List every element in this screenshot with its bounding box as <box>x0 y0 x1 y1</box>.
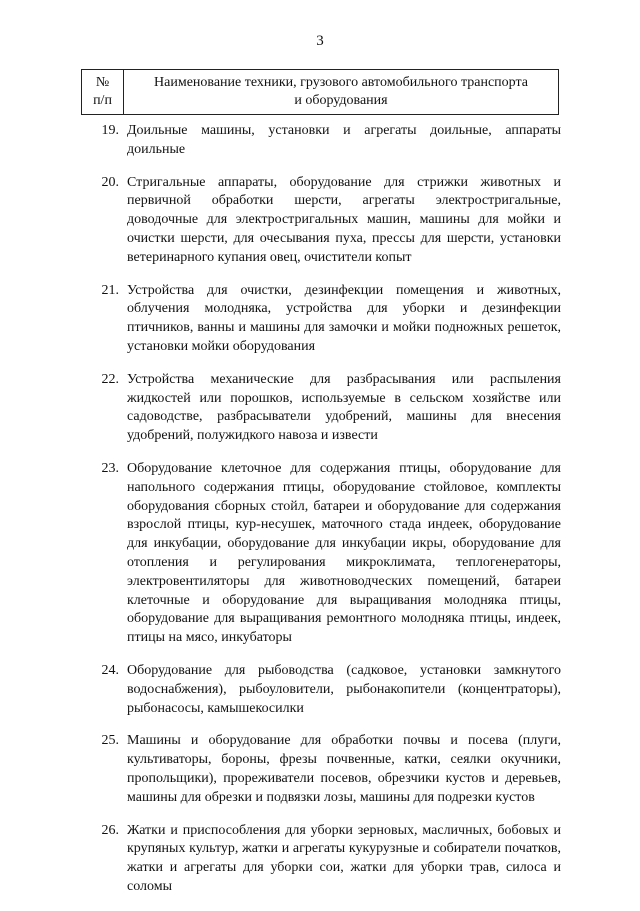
item-text: Оборудование клеточное для содержания птицы, оборудование для напольного содержания птицы, оборудование стойловое, комплекты оборудования сборных стойл, батареи и оборудование для содержания взрослой птицы, кур-несушек, маточного стада индеек, оборудование для инкубации, оборудование для инкубации икры, оборудование для отопления и регулирования микроклимата, теплогенераторы, электровентиляторы для животноводческих помещений, батареи клеточные и оборудование для выращивания молодняка птицы, оборудование для выращивания ремонтного молодняка птицы, индеек, птицы на мясо, инкубаторы <box>127 460 561 646</box>
item-number: 26. <box>101 822 119 838</box>
header-number-label: п/п <box>93 93 112 108</box>
item-number: 23. <box>101 460 119 476</box>
item-number: 21. <box>101 282 119 298</box>
table-header <box>81 69 559 115</box>
header-number-symbol: № <box>95 75 110 90</box>
header-name-column <box>124 70 558 114</box>
item-text: Жатки и приспособления для уборки зерновых, масличных, бобовых и крупяных культур, жатки и агрегаты кукурузные и собиратели початков, жатки и агрегаты для уборки сои, жатки для уборки трав, силоса и соломы <box>127 822 561 894</box>
header-number-column <box>82 70 124 114</box>
list-item <box>81 662 561 718</box>
list-item <box>81 822 561 897</box>
equipment-list <box>81 122 561 911</box>
item-text: Доильные машины, установки и агрегаты доильные, аппараты доильные <box>127 123 561 157</box>
list-item <box>81 460 561 648</box>
item-text: Оборудование для рыбоводства (садковое, установки замкнутого водоснабжения), рыбоуловители, рыбонакопители (концентраторы), рыбонасосы, камышекосилки <box>127 662 561 716</box>
item-text: Машины и оборудование для обработки почвы и посева (плуги, культиваторы, бороны, фрезы почвенные, катки, сеялки окучники, пропольщики), прореживатели посевов, обрезчики кустов и деревьев, машины для обрезки и подвязки лозы, машины для подрезки кустов <box>127 733 561 805</box>
header-name-line2: и оборудования <box>294 93 388 108</box>
list-item <box>81 174 561 268</box>
list-item <box>81 732 561 807</box>
page-number: 3 <box>316 33 324 49</box>
item-text: Устройства для очистки, дезинфекции помещения и животных, облучения молодняка, устройства для уборки и дезинфекции птичников, ванны и машины для замочки и мойки подножных решеток, установки мойки оборудования <box>127 282 561 354</box>
item-number: 25. <box>101 733 119 749</box>
header-name-line1: Наименование техники, грузового автомобильного транспорта <box>154 75 528 90</box>
item-number: 24. <box>101 662 119 678</box>
item-number: 19. <box>101 123 119 138</box>
item-text: Стригальные аппараты, оборудование для стрижки животных и первичной обработки шерсти, агрегаты электростригальные, доводочные для электростригальных машин, машины для мойки и очистки шерсти, для очесывания пуха, прессы для шерсти, установки ветеринарного купания овец, очистители копыт <box>127 174 561 265</box>
item-text: Устройства механические для разбрасывания или распыления жидкостей или порошков, используемые в сельском хозяйстве или садоводстве, разбрасыватели удобрений, машины для внесения удобрений, полужидкого навоза и извести <box>127 371 561 444</box>
item-number: 20. <box>101 174 119 190</box>
list-item <box>81 371 561 446</box>
list-item <box>81 122 561 160</box>
item-number: 22. <box>101 371 119 387</box>
list-item <box>81 282 561 357</box>
